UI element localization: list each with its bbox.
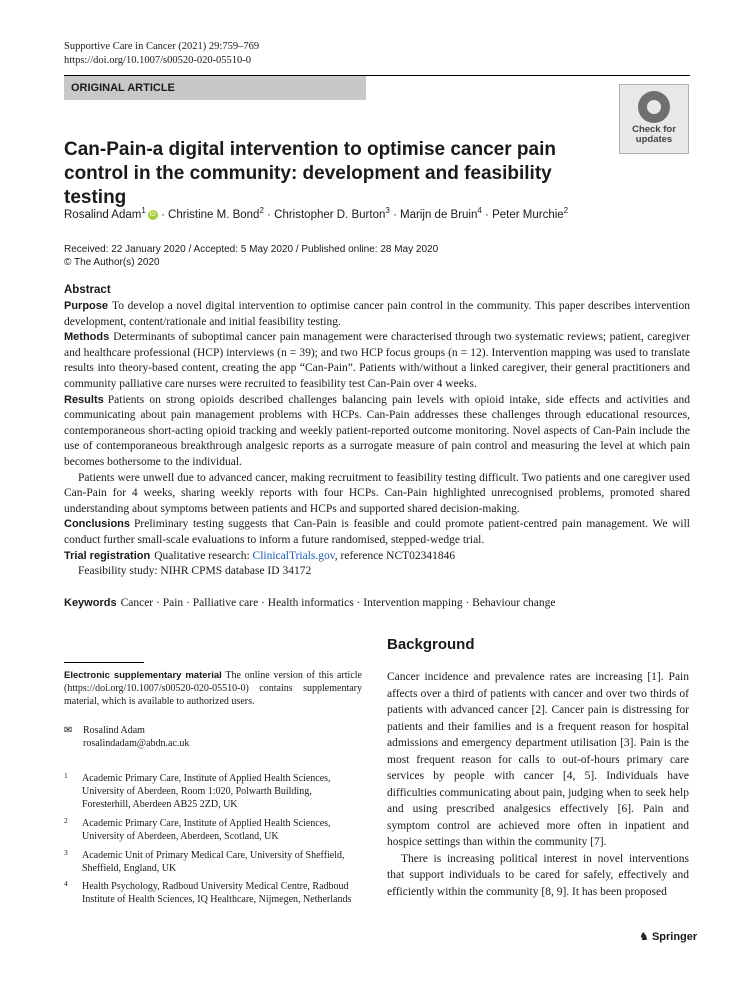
methods-text: Determinants of suboptimal cancer pain management were characterised through two systematic reviews; patient, caregiver and healthcare professional (HCP) interviews (n = 39); and two HCP focus groups (n = 12). Intervention mapping was used to translate results into theory-based content, creating the app “Can-Pain”. Patients with/without a linked caregiver, their general practitioners and community palliative care nurses were recruited to feasibility test Can-Pain over 4 weeks. bbox=[64, 331, 690, 390]
orcid-icon[interactable]: iD bbox=[148, 210, 158, 220]
author-name[interactable]: Christopher D. Burton bbox=[274, 208, 386, 221]
affiliation-text: Academic Unit of Primary Medical Care, University of Sheffield, Sheffield, England, UK bbox=[82, 850, 345, 874]
springer-horse-icon: ♞ bbox=[639, 930, 649, 943]
publication-dates bbox=[64, 243, 438, 269]
springer-logo bbox=[639, 930, 697, 943]
copyright-line: © The Author(s) 2020 bbox=[64, 257, 160, 268]
affiliation-number: 4 bbox=[64, 879, 68, 888]
badge-line1: Check for bbox=[632, 124, 676, 135]
abstract-purpose bbox=[64, 299, 690, 330]
abstract-feasibility: Feasibility study: NIHR CPMS database ID 34172 bbox=[78, 565, 312, 578]
author-affil: 4 bbox=[477, 206, 482, 215]
affiliation bbox=[64, 772, 362, 811]
conclusions-label: Conclusions bbox=[64, 518, 131, 531]
author-affil: 2 bbox=[563, 206, 569, 215]
envelope-icon: ✉ bbox=[64, 725, 73, 736]
check-for-updates-badge[interactable] bbox=[619, 84, 689, 154]
dates-line: Received: 22 January 2020 / Accepted: 5 May 2020 / Published online: 28 May 2020 bbox=[64, 244, 439, 255]
article-title: Can-Pain-a digital intervention to optimise cancer pain control in the community: development and feasibility testing bbox=[64, 139, 556, 208]
abstract-results bbox=[64, 393, 690, 471]
article-type-banner: ORIGINAL ARTICLE bbox=[64, 76, 366, 100]
trial-post: , reference NCT02341846 bbox=[334, 549, 456, 562]
corresponding-author bbox=[64, 724, 189, 750]
author-name[interactable]: Peter Murchie bbox=[492, 208, 564, 221]
abstract-conclusions bbox=[64, 517, 690, 548]
journal-citation bbox=[64, 40, 259, 68]
doi-line[interactable]: https://doi.org/10.1007/s00520-020-05510-0 bbox=[64, 55, 252, 66]
keywords-text: Cancer · Pain · Palliative care · Health informatics · Intervention mapping · Behaviour change bbox=[120, 597, 556, 609]
results-label: Results bbox=[64, 393, 104, 406]
badge-line2: updates bbox=[635, 134, 673, 145]
author-separator: · bbox=[389, 208, 401, 221]
affiliation-number: 1 bbox=[64, 771, 68, 780]
author-list bbox=[64, 203, 568, 223]
methods-label: Methods bbox=[64, 331, 110, 344]
author-name[interactable]: Rosalind Adam bbox=[64, 208, 142, 221]
abstract-heading: Abstract bbox=[64, 284, 111, 296]
background-para: Cancer incidence and prevalence rates are increasing [1]. Pain affects over a third of patients with cancer and over two thirds of patients with advanced cancer [2]. Cancer pain is distressing for patients and their families and is a frequent reason for hospital admissions and emergency department utilisation [3]. Pain is the most frequent reason for calls to out-of-hours primary care services by people with cancer [4, 5]. Individuals have difficulties communicating about pain, judging when to seek help and using prescribed analgesics effectively [6]. Pain and symptom control are achieved more often in inpatient and hospice settings than within the community [7]. bbox=[387, 671, 689, 848]
esm-text: The online version of this article (https://doi.org/10.1007/s00520-020-05510-0) contains supplementary material, which is available to authorized users. bbox=[64, 670, 362, 707]
conclusions-text: Preliminary testing suggests that Can-Pain is feasible and could promote patient-centred pain management. We will conduct further small-scale evaluations to inform a future randomised, stepped-wedge trial. bbox=[64, 518, 690, 546]
author-name[interactable]: Christine M. Bond bbox=[168, 208, 260, 221]
affiliation bbox=[64, 817, 362, 843]
trial-label: Trial registration bbox=[64, 549, 151, 562]
background-heading: Background bbox=[387, 636, 475, 653]
affiliation bbox=[64, 849, 362, 875]
abstract-body bbox=[64, 299, 690, 580]
author-affil: 1 bbox=[141, 206, 146, 215]
author-separator: · bbox=[157, 208, 169, 221]
author-separator: · bbox=[481, 208, 493, 221]
journal-line: Supportive Care in Cancer (2021) 29:759–769 bbox=[64, 41, 260, 52]
esm-label: Electronic supplementary material bbox=[64, 670, 222, 681]
affiliation bbox=[64, 880, 362, 906]
purpose-text: To develop a novel digital intervention to optimise cancer pain control in the community. This paper describes intervention development, content/rationale and initial feasibility testing. bbox=[64, 300, 690, 328]
results-text: Patients on strong opioids described challenges balancing pain levels with opioid intake, side effects and activities and communicating about pain management problems with HCPs. Can-Pain addresses these challenges through educational resources, contemporaneous short-acting opioid tracking and weekly patient-reported outcome monitoring. Novel aspects of Can-Pain include the use of contemporaneous breakthrough analgesic reports as a surrogate measure of pain control and measuring the level at which pain becomes bothersome to the individual. bbox=[64, 393, 690, 468]
keywords bbox=[64, 597, 556, 609]
author-affil: 3 bbox=[385, 206, 390, 215]
background-body bbox=[387, 669, 689, 900]
affiliation-text: Health Psychology, Radboud University Medical Centre, Radboud Institute of Health Sciences, IQ Healthcare, Nijmegen, Netherlands bbox=[82, 881, 352, 905]
author-name[interactable]: Marijn de Bruin bbox=[400, 208, 478, 221]
supplementary-note bbox=[64, 669, 362, 708]
crossmark-icon bbox=[638, 91, 670, 123]
publisher-name: Springer bbox=[651, 931, 698, 943]
author-affil: 2 bbox=[259, 206, 264, 215]
corr-email[interactable]: rosalindadam@abdn.ac.uk bbox=[83, 738, 190, 749]
keywords-label: Keywords bbox=[64, 597, 117, 609]
affiliation-number: 2 bbox=[64, 816, 68, 825]
background-para: There is increasing political interest in novel interventions that support individuals to be cared for safely, effectively and efficiently within the community [8, 9]. It has been proposed bbox=[387, 852, 689, 898]
footnote-rule bbox=[64, 662, 144, 663]
affiliation-text: Academic Primary Care, Institute of Applied Health Sciences, University of Aberdeen, Aberdeen, Scotland, UK bbox=[82, 818, 331, 842]
trial-link[interactable]: ClinicalTrials.gov bbox=[252, 549, 335, 562]
abstract-trial bbox=[64, 549, 690, 565]
abstract-methods bbox=[64, 330, 690, 392]
abstract-results-cont: Patients were unwell due to advanced cancer, making recruitment to feasibility testing difficult. Two patients and one caregiver used Can-Pain for 4 weeks, sharing weekly reports with four HCPs. Can-Pain highlighted unrecognised problems, promoted shared understanding about symptoms between patients and HCPs and supported shared decision-making. bbox=[64, 471, 690, 515]
purpose-label: Purpose bbox=[64, 300, 109, 312]
author-separator: · bbox=[263, 208, 275, 221]
affiliation-number: 3 bbox=[64, 848, 68, 857]
affiliation-text: Academic Primary Care, Institute of Applied Health Sciences, University of Aberdeen, Room 1:020, Polwarth Building, Foresterhill, Aberdeen AB25 2ZD, UK bbox=[82, 773, 331, 810]
corr-name: Rosalind Adam bbox=[83, 725, 145, 736]
trial-pre: Qualitative research: bbox=[154, 549, 250, 562]
